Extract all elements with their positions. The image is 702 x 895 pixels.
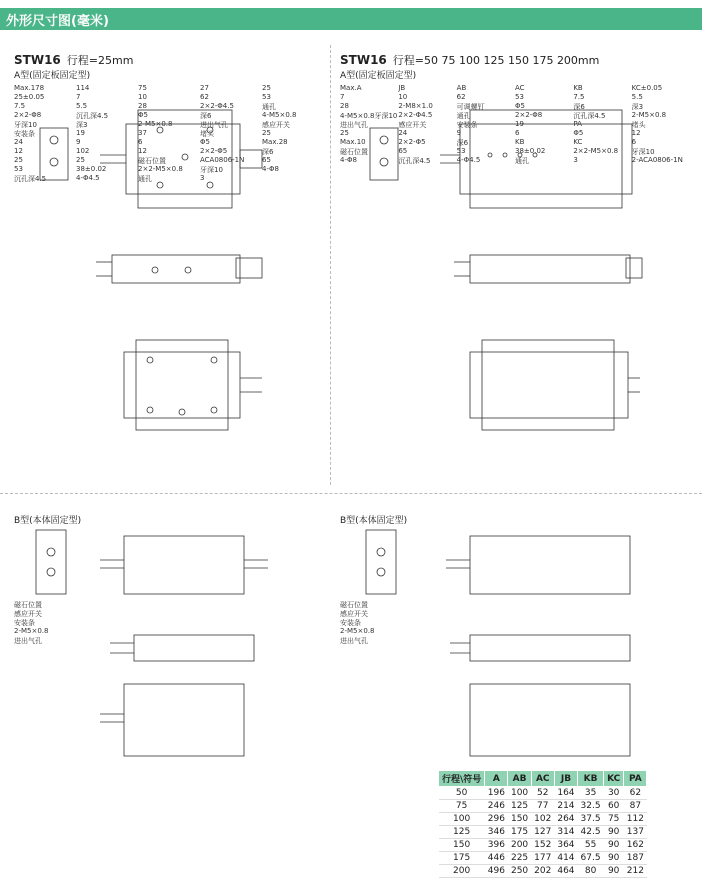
dimension-label: 2-M5×0.8 [14, 627, 49, 635]
table-cell: 446 [485, 852, 508, 865]
dimension-label: 感应开关 [398, 121, 427, 129]
table-header-cell: 行程\符号 [439, 771, 485, 787]
table-cell: 346 [485, 826, 508, 839]
dimension-label: 12 [14, 147, 23, 155]
table-cell: 30 [604, 787, 624, 800]
left-side-view [112, 255, 240, 283]
table-row [439, 839, 647, 852]
dimension-label: 2-ACA0806-1N [631, 156, 683, 164]
table-header-cell: AB [508, 771, 531, 787]
dimension-label: JB [398, 84, 406, 92]
table-cell: 137 [624, 826, 647, 839]
table-cell: 90 [604, 852, 624, 865]
table-cell: 364 [554, 839, 577, 852]
dimension-label: 沉孔深4.5 [76, 112, 109, 120]
table-row [439, 800, 647, 813]
dimension-label: 10 [138, 93, 147, 101]
dimension-label: 4-Φ8 [262, 165, 279, 173]
dimension-label: 磁石位置 [340, 601, 368, 609]
table-cell: 102 [531, 813, 554, 826]
dimension-label: 可调螺钉 [456, 103, 485, 111]
dimension-label: KB [573, 84, 583, 92]
dimension-label: 37 [138, 129, 147, 137]
table-cell: 100 [439, 813, 485, 826]
table-cell: 32.5 [578, 800, 604, 813]
dimension-label: 25 [262, 84, 271, 92]
table-cell: 100 [508, 787, 531, 800]
dimension-label: 7 [76, 93, 81, 101]
dimension-label: 沉孔深4.5 [573, 112, 606, 120]
dimension-label: 24 [14, 138, 23, 146]
dimension-label: 2×2-Φ4.5 [398, 111, 433, 119]
table-cell: 90 [604, 826, 624, 839]
dimension-label: 10 [398, 93, 408, 101]
table-cell: 127 [531, 826, 554, 839]
dimension-label: 2×2-Φ8 [515, 111, 543, 119]
table-cell: 187 [624, 852, 647, 865]
dimension-label: 19 [515, 120, 524, 128]
dimension-label: 安装条 [14, 130, 35, 138]
left-bottom-view [124, 352, 240, 418]
dimension-label: 27 [200, 84, 209, 92]
dimension-label: Φ5 [138, 111, 148, 119]
dimension-label: Max.28 [262, 138, 288, 146]
table-cell: 50 [439, 787, 485, 800]
dimension-label: 102 [76, 147, 90, 155]
table-header-cell: A [485, 771, 508, 787]
table-cell: 87 [624, 800, 647, 813]
table-cell: 125 [508, 800, 531, 813]
dimension-label: 牙深10 [14, 121, 37, 129]
dimension-label: 5.5 [631, 93, 643, 101]
dimension-label: 牙深10 [200, 166, 223, 174]
dimension-label: ACA0806-1N [200, 156, 245, 164]
dimension-label: 6 [631, 138, 637, 146]
dimension-label: 19 [76, 129, 85, 137]
dimension-label: 28 [340, 102, 349, 110]
table-cell: 35 [578, 787, 604, 800]
table-cell: 496 [485, 865, 508, 878]
table-header-cell: KB [578, 771, 604, 787]
dimension-label: 牙深10 [631, 148, 655, 156]
table-header-cell: AC [531, 771, 554, 787]
table-cell: 150 [439, 839, 485, 852]
dimension-label: 2-M5×0.8 [138, 120, 173, 128]
table-cell: 125 [439, 826, 485, 839]
dimension-label: Max.178 [14, 84, 45, 92]
dimension-label: 4-M5×0.8 [262, 111, 297, 119]
table-cell: 75 [439, 800, 485, 813]
left-b-type-label: B型(本体固定型) [14, 516, 82, 526]
dimension-label: 53 [262, 93, 271, 101]
dimension-label: 2×2-M5×0.8 [138, 165, 183, 173]
table-cell: 225 [508, 852, 531, 865]
dimension-label: 12 [138, 147, 147, 155]
right-type-label: A型(固定板固定型) [340, 71, 417, 81]
table-cell: 164 [554, 787, 577, 800]
dimension-label: 4-Φ8 [340, 156, 357, 164]
dimension-label: 25 [340, 129, 349, 137]
dimension-label: KB [515, 138, 525, 146]
dimension-label: Φ5 [573, 129, 584, 137]
dimension-label: 53 [456, 147, 466, 155]
table-cell: 314 [554, 826, 577, 839]
table-cell: 42.5 [578, 826, 604, 839]
right-model-heading: STW16 行程=50 75 100 125 150 175 200mm [340, 53, 600, 67]
right-b-plan [470, 536, 630, 594]
dimension-label: KC±0.05 [631, 84, 663, 92]
dimension-label: 2×2-Φ5 [200, 147, 228, 155]
table-cell: 212 [624, 865, 647, 878]
left-b-end-view [36, 530, 66, 594]
dimension-label: 通孔 [262, 103, 276, 111]
table-cell: 200 [508, 839, 531, 852]
dimension-table [438, 770, 647, 878]
table-header-cell: PA [624, 771, 647, 787]
table-cell: 250 [508, 865, 531, 878]
table-cell: 90 [604, 865, 624, 878]
dimension-label: 75 [138, 84, 147, 92]
dimension-label: 4-Φ4.5 [76, 174, 100, 182]
left-b-plan [124, 536, 244, 594]
dimension-label: 5.5 [76, 102, 88, 110]
table-cell: 55 [578, 839, 604, 852]
table-header-row [439, 771, 647, 787]
table-cell: 200 [439, 865, 485, 878]
dimension-label: 2×2-Φ8 [14, 111, 42, 119]
right-b-end-view [366, 530, 396, 594]
dimension-label: 深3 [631, 103, 644, 111]
table-cell: 67.5 [578, 852, 604, 865]
dimension-label: 安装条 [456, 121, 478, 129]
left-model-heading: STW16 行程=25mm [14, 53, 134, 67]
dimension-label: Φ5 [515, 102, 525, 110]
dimension-label: 7.5 [573, 93, 585, 101]
table-cell: 75 [604, 813, 624, 826]
dimension-label: 深6 [456, 139, 469, 147]
dimension-label: 4-M5×0.8牙深10 [340, 112, 398, 120]
table-cell: 152 [531, 839, 554, 852]
right-b-bottom [470, 684, 630, 756]
dimension-label: 9 [76, 138, 81, 146]
dimension-label: 深3 [76, 121, 88, 129]
table-cell: 264 [554, 813, 577, 826]
dimension-label: 25 [14, 156, 23, 164]
dimension-label: 7 [340, 93, 345, 101]
dimension-label: 38±0.02 [515, 147, 546, 155]
dimension-label: 2-M8×1.0 [398, 102, 433, 110]
dimension-label: 2×2-Φ4.5 [200, 102, 234, 110]
dimension-label: 感应开关 [262, 121, 290, 129]
dimension-label: 3 [573, 156, 578, 164]
dimension-label: 深6 [200, 112, 212, 120]
right-b-type-label: B型(本体固定型) [340, 516, 408, 526]
dimension-label: 深6 [262, 148, 274, 156]
right-b-side [470, 635, 630, 661]
table-cell: 177 [531, 852, 554, 865]
right-plan-body [460, 124, 632, 194]
table-cell: 37.5 [578, 813, 604, 826]
dimension-label: 9 [456, 129, 462, 137]
dimension-label: 2-M5×0.8 [631, 111, 667, 119]
table-row [439, 852, 647, 865]
table-cell: 77 [531, 800, 554, 813]
dimension-label: 114 [76, 84, 90, 92]
table-cell: 150 [508, 813, 531, 826]
table-cell: 80 [578, 865, 604, 878]
dimension-label: 28 [138, 102, 147, 110]
dimension-label: 62 [200, 93, 209, 101]
table-cell: 162 [624, 839, 647, 852]
dimension-label: 25 [262, 129, 271, 137]
dimension-label: 通孔 [515, 157, 529, 165]
dimension-label: 4-Φ4.5 [456, 156, 481, 164]
dimension-label: 磁石位置 [138, 157, 166, 165]
dimension-label: 进出气孔 [340, 121, 368, 129]
dimension-label: 25±0.05 [14, 93, 45, 101]
dimension-label: 感应开关 [340, 610, 368, 618]
dimension-label: 进出气孔 [200, 121, 228, 129]
dimension-label: 38±0.02 [76, 165, 107, 173]
table-header-cell: KC [604, 771, 624, 787]
dimension-label: 进出气孔 [340, 637, 368, 645]
table-row [439, 787, 647, 800]
table-cell: 202 [531, 865, 554, 878]
table-cell: 464 [554, 865, 577, 878]
dimension-label: AC [515, 84, 525, 92]
right-side-view [470, 255, 630, 283]
page-title: 外形尺寸图(毫米) [6, 14, 109, 29]
dimension-label: 2×2-M5×0.8 [573, 147, 619, 155]
dimension-label: 3 [200, 174, 205, 182]
table-body [439, 787, 647, 878]
dimension-label: 62 [456, 93, 466, 101]
dimension-label: 6 [515, 129, 520, 137]
table-cell: 396 [485, 839, 508, 852]
dimension-label: 通孔 [138, 175, 152, 183]
dimension-label: 安装条 [14, 619, 35, 627]
dimension-label: 12 [631, 129, 641, 137]
dimension-label: 堵头 [631, 121, 646, 129]
dimension-label: 通孔 [456, 112, 471, 120]
table-cell: 296 [485, 813, 508, 826]
dimension-label: 安装条 [340, 619, 361, 627]
dimension-label: 深6 [573, 103, 585, 111]
table-cell: 246 [485, 800, 508, 813]
dimension-label: PA [573, 120, 582, 128]
table-cell: 214 [554, 800, 577, 813]
table-cell: 196 [485, 787, 508, 800]
dimension-label: 沉孔深4.5 [14, 175, 47, 183]
table-cell: 414 [554, 852, 577, 865]
table-row [439, 826, 647, 839]
table-row [439, 865, 647, 878]
dimension-label: 65 [262, 156, 271, 164]
dimension-label: 感应开关 [14, 610, 42, 618]
dimension-label: 7.5 [14, 102, 26, 110]
dimension-label: 进出气孔 [14, 637, 42, 645]
table-header-cell: JB [554, 771, 577, 787]
dimension-label: 磁石位置 [14, 601, 42, 609]
dimension-label: Φ5 [200, 138, 210, 146]
right-bottom-view [470, 352, 628, 418]
dimension-label: 65 [398, 147, 408, 155]
dimension-label: Max.A [340, 84, 362, 92]
dimension-label: 25 [76, 156, 85, 164]
dimension-label: 磁石位置 [340, 148, 368, 156]
table-cell: 175 [439, 852, 485, 865]
table-cell: 90 [604, 839, 624, 852]
dimension-label: 2×2-Φ5 [398, 138, 426, 146]
table-cell: 62 [624, 787, 647, 800]
table-cell: 52 [531, 787, 554, 800]
dimension-label: 53 [14, 165, 23, 173]
left-b-bottom [124, 684, 244, 756]
dimension-label: 沉孔深4.5 [398, 157, 431, 165]
dimension-label: KC [573, 138, 583, 146]
left-type-label: A型(固定板固定型) [14, 71, 91, 81]
dimension-label: 24 [398, 129, 408, 137]
dimension-label: 53 [515, 93, 524, 101]
dimension-label: AB [456, 84, 467, 92]
table-row [439, 813, 647, 826]
dimension-label: Max.10 [340, 138, 366, 146]
left-b-side [134, 635, 254, 661]
table-cell: 112 [624, 813, 647, 826]
dimension-label: 2-M5×0.8 [340, 627, 375, 635]
table-cell: 60 [604, 800, 624, 813]
dimension-label: 6 [138, 138, 143, 146]
table-cell: 175 [508, 826, 531, 839]
dimension-label: 堵头 [200, 130, 214, 138]
